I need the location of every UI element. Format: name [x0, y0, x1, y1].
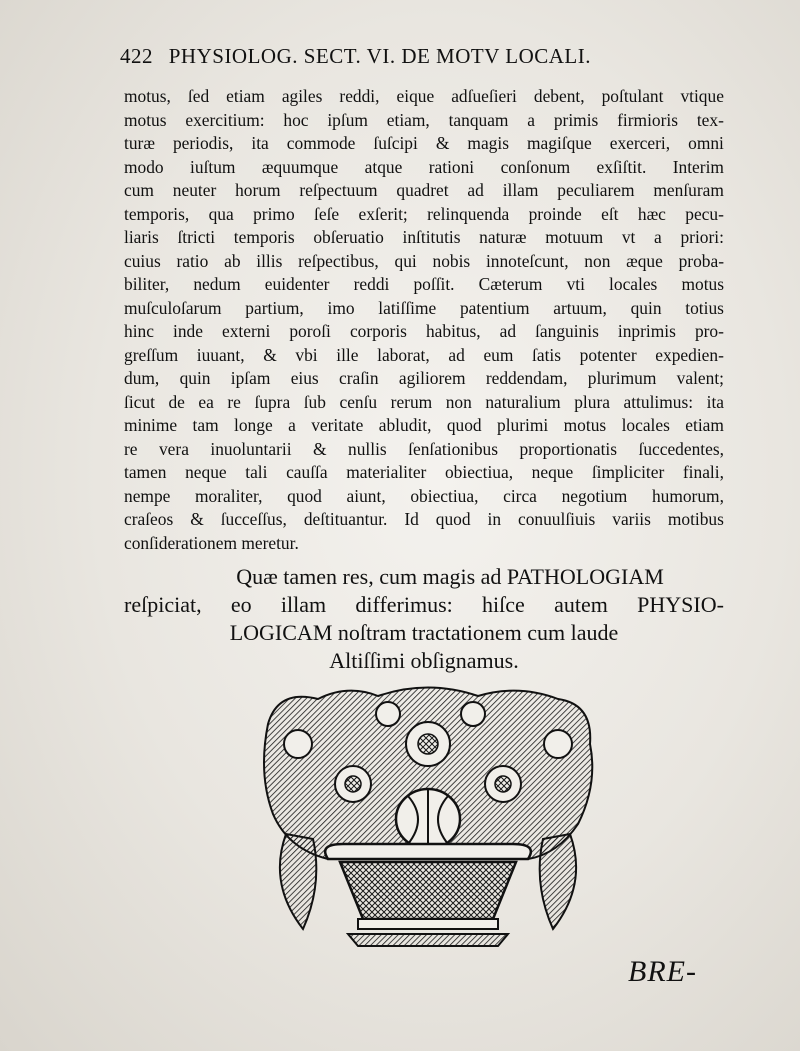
text-line: modo iuſtum æquumque atque rationi conſonum exſiſtit. Interim — [124, 156, 724, 177]
running-header — [120, 44, 680, 69]
body-text — [124, 85, 724, 555]
text-line: motus exercitium: hoc ipſum etiam, tanquam a primis firmioris tex- — [124, 109, 724, 130]
text-line: temporis, qua primo ſeſe exſerit; relinquenda proinde eſt hæc pecu- — [124, 203, 724, 224]
text-line: liaris ſtricti temporis obſeruatio inſtitutis naturæ motuum vt a priori: — [124, 227, 724, 247]
page-number: 422 — [120, 44, 153, 68]
text-line: conſiderationem meretur. — [124, 532, 299, 553]
text-line: craſeos & ſucceſſus, deſtituantur. Id quod in conuulſiuis variis motibus — [124, 509, 724, 529]
text-line: greſſum iuuant, & vbi ille laborat, ad eum ſatis potenter expedien- — [124, 344, 724, 365]
closing-paragraph — [124, 563, 724, 675]
text-line: turæ periodis, ita commode ſuſcipi & magis magiſque exerceri, omni — [124, 133, 724, 153]
text-line: hinc inde externi poroſi corporis habitus, ad ſanguinis inprimis pro- — [124, 321, 724, 341]
text-line: ſicut de ea re ſupra ſub cenſu rerum non naturalium plura attulimus: ita — [124, 391, 724, 412]
text-line: cum neuter horum reſpectuum quadret ad illam peculiarem menſuram — [124, 180, 724, 200]
closing-line: reſpiciat, eo illam differimus: hiſce autem PHYSIO- — [124, 592, 724, 617]
text-line: nempe moraliter, quod aiunt, obiectiua, circa negotium humorum, — [124, 485, 724, 506]
running-title: PHYSIOLOG. SECT. VI. DE MOTV LOCALI. — [168, 44, 591, 68]
text-line: motus, ſed etiam agiles reddi, eique adſueſieri debent, poſtulant vtique — [124, 86, 724, 106]
text-line: biliter, nedum euidenter reddi poſſit. Cæterum vti locales motus — [124, 274, 724, 294]
text-line: re vera inuoluntarii & nullis ſenſationibus proportionatis ſuccedentes, — [124, 438, 724, 459]
text-line: muſculoſarum partium, imo latiſſime patentium artuum, quin totius — [124, 297, 724, 318]
text-line: cuius ratio ab illis reſpectibus, qui nobis innoteſcunt, non æque proba- — [124, 250, 724, 271]
closing-line: Quæ tamen res, cum magis ad PATHOLOGIAM — [236, 564, 664, 589]
text-line: tamen neque tali cauſſa materialiter obiectiua, neque ſimpliciter finali, — [124, 462, 724, 482]
catchword: BRE- — [628, 955, 697, 988]
closing-line: LOGICAM noſtram tractationem cum laude — [229, 620, 619, 645]
text-line: minime tam longe a veritate abludit, quod plurimi motus locales etiam — [124, 415, 724, 435]
closing-line: Altiſſimi obſignamus. — [329, 648, 519, 673]
flower-basket-woodcut-icon — [258, 684, 598, 954]
text-line: dum, quin ipſam eius craſin agiliorem reddendam, plurimum valent; — [124, 368, 724, 388]
